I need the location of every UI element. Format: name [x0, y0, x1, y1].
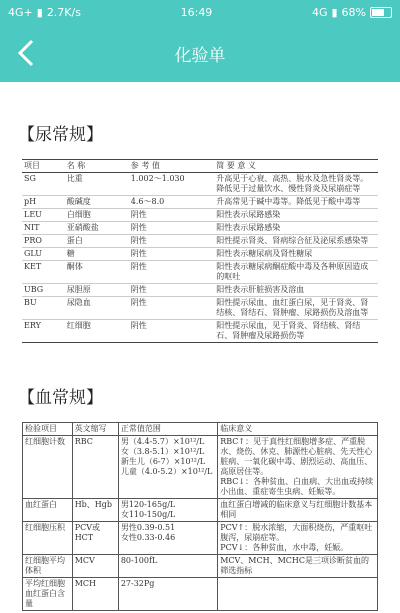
urine-cell: SG: [24, 174, 36, 183]
urine-cell: 阴性: [130, 285, 147, 294]
urine-cell: 白细胞: [66, 210, 91, 219]
urine-cell: 阴性: [130, 321, 147, 330]
urine-cell: 阳性表示糖尿病及肾性糖尿: [216, 249, 313, 258]
blood-cell: RBC: [72, 436, 118, 499]
battery-level: 68%: [341, 5, 366, 19]
blood-table-row: [23, 499, 378, 522]
battery-icon: [370, 7, 392, 18]
urine-cell: pH: [24, 197, 37, 206]
blood-section-title: 【血常规】: [18, 388, 103, 408]
blood-cell: 红细胞压积: [23, 522, 73, 555]
urine-cell: BU: [24, 298, 37, 307]
blood-cell: 血红蛋白: [23, 499, 73, 522]
urine-table-row: [22, 222, 378, 235]
urine-cell: 尿胆原: [66, 285, 91, 294]
urine-cell: 阳性表示肝脏损害及溶血: [216, 285, 305, 294]
urine-cell: 阴性: [130, 262, 147, 271]
blood-table-row: [23, 522, 378, 555]
urine-cell: 阳性表示尿路感染: [216, 223, 281, 232]
blood-cell: 27-32Pg: [118, 578, 217, 611]
urine-cell: 红细胞: [66, 321, 91, 330]
network-indicator: 4G+: [8, 5, 33, 19]
urine-cell: 阳性提示尿血、血红蛋白尿，见于肾炎、肾结核、肾结石、肾肿瘤、尿路损伤及溶血等: [216, 298, 369, 317]
urine-cell: PRO: [24, 236, 42, 245]
urine-table-row: [22, 209, 378, 222]
blood-table: [22, 422, 378, 611]
blood-cell: 男（4.4-5.7）×10¹²/L 女（3.8-5.1）×10¹²/L 新生儿（6-7）×10¹²/L 儿童（4.0-5.2）×10¹²/L: [118, 436, 217, 499]
urine-table-image: [22, 159, 378, 343]
urine-cell: 阴性: [130, 210, 147, 219]
urine-cell: 蛋白: [66, 236, 83, 245]
urine-cell: 亚硝酸盐: [66, 223, 99, 232]
urine-table-row: [22, 297, 378, 320]
urine-cell: 升高常见于碱中毒等。降低见于酸中毒等: [216, 197, 361, 206]
urine-cell: 4.6～8.0: [130, 197, 165, 206]
urine-cell: KET: [24, 262, 42, 271]
urine-section-title: 【尿常规】: [18, 125, 103, 145]
urine-table-row: [22, 284, 378, 297]
urine-cell: LEU: [24, 210, 42, 219]
blood-cell: 平均红细胞血红蛋白含量: [23, 578, 73, 611]
blood-table-row: [23, 436, 378, 499]
page-title: 化验单: [174, 45, 226, 66]
urine-cell: 阳性提示尿血，见于肾炎、肾结核、肾结石、肾肿瘤及尿路损伤等: [216, 321, 361, 340]
blood-cell: 男性0.39-0.51 女性0.33-0.46: [118, 522, 217, 555]
urine-cell: 酸碱度: [66, 197, 91, 206]
urine-cell: UBG: [24, 285, 44, 294]
status-bar: [0, 0, 400, 24]
urine-cell: 升高见于心衰、高热、脱水及急性肾炎等。降低见于过量饮水、慢性肾炎及尿崩症等: [216, 174, 369, 193]
urine-cell: 比重: [66, 174, 83, 183]
clock: 16:49: [180, 5, 213, 19]
blood-cell: MCV、MCH、MCHC是三项诊断贫血的筛选指标: [218, 555, 378, 578]
urine-header-cell: 项目: [22, 160, 65, 173]
urine-cell: 阳性表示糖尿病酮症酸中毒及各种原因造成的呕吐: [216, 262, 369, 281]
blood-table-row: [23, 578, 378, 611]
net-speed: 2.7K/s: [46, 5, 81, 19]
urine-cell: 尿隐血: [66, 298, 91, 307]
urine-cell: ERY: [24, 321, 41, 330]
urine-table-row: [22, 235, 378, 248]
urine-cell: 阴性: [130, 236, 147, 245]
report-content: [0, 120, 400, 611]
blood-table-row: [23, 555, 378, 578]
urine-cell: 阴性: [130, 298, 147, 307]
blood-cell: MCV: [72, 555, 118, 578]
blood-header-cell: 检验项目: [23, 423, 73, 436]
blood-cell: 男120-165g/L 女110-150g/L: [118, 499, 217, 522]
blood-cell: PCV↑：脱水浓缩，大面积烧伤，严重呕吐腹泻，尿崩症等。 PCV↓：各种贫血，水中毒，妊娠。: [218, 522, 378, 555]
urine-table-row: [22, 261, 378, 284]
urine-cell: 阳性提示肾炎、肾病综合征及泌尿系感染等: [216, 236, 369, 245]
app-header: [0, 24, 400, 82]
urine-cell: GLU: [24, 249, 43, 258]
urine-header-cell: 简 要 意 义: [214, 160, 378, 173]
urine-table: [22, 159, 378, 343]
back-arrow-icon[interactable]: [14, 36, 40, 70]
urine-header-cell: 参 考 值: [129, 160, 214, 173]
blood-header-cell: 正常值范围: [118, 423, 217, 436]
urine-cell: 1.002～1.030: [130, 174, 185, 183]
blood-cell: 80-100fL: [118, 555, 217, 578]
blood-cell: Hb、Hgb: [72, 499, 118, 522]
blood-cell: 红细胞计数: [23, 436, 73, 499]
urine-cell: 阳性表示尿路感染: [216, 210, 281, 219]
blood-cell: MCH: [72, 578, 118, 611]
urine-table-row: [22, 320, 378, 343]
blood-table-image: [22, 422, 378, 611]
urine-cell: 阴性: [130, 223, 147, 232]
signal-icon: ▮: [36, 5, 43, 19]
blood-cell: PCV或HCT: [72, 522, 118, 555]
blood-cell: 血红蛋白增减的临床意义与红细胞计数基本相同: [218, 499, 378, 522]
urine-table-row: [22, 196, 378, 209]
urine-cell: NIT: [24, 223, 40, 232]
urine-cell: 阴性: [130, 249, 147, 258]
blood-cell: 红细胞平均体积: [23, 555, 73, 578]
blood-header-cell: 临床意义: [218, 423, 378, 436]
blood-cell: [218, 578, 378, 611]
urine-header-cell: 名 称: [65, 160, 129, 173]
blood-header-cell: 英文缩写: [72, 423, 118, 436]
urine-cell: 酮体: [66, 262, 83, 271]
urine-cell: 糖: [66, 249, 75, 258]
urine-table-row: [22, 173, 378, 196]
network-right: 4G: [311, 5, 328, 19]
urine-table-row: [22, 248, 378, 261]
signal-icon-right: ▮: [331, 5, 338, 19]
blood-cell: RBC↑：见于真性红细胞增多症、严重脱水、烧伤、休克、肺源性心脏病、先天性心脏病、一氧化碳中毒、剧烈运动、高血压、高原居住等。 RBC↓：各种贫血、白血病、大出血或持续小出血、重症寄生虫病、妊娠等。: [218, 436, 378, 499]
